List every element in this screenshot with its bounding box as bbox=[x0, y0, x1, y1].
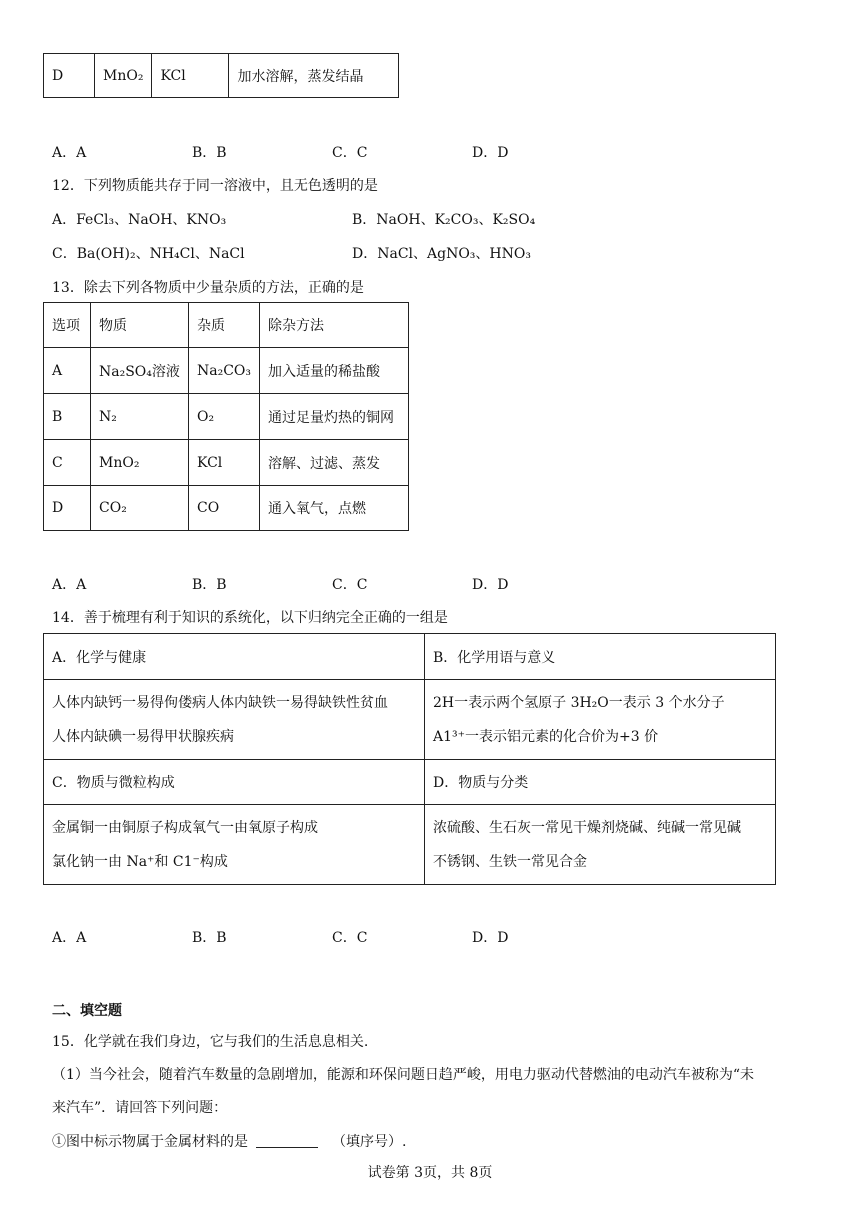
table-cell: 选项 bbox=[44, 303, 91, 348]
table-cell: N₂ bbox=[91, 394, 189, 440]
cell-line: 氯化钠一由 Na⁺和 C1⁻构成 bbox=[52, 853, 228, 870]
q15-stem: 15．化学就在我们身边，它与我们的生活息息相关. bbox=[52, 1034, 369, 1050]
option-b: B．B bbox=[192, 930, 227, 946]
q11-options bbox=[52, 142, 612, 162]
cell-line: 金属铜一由铜原子构成氧气一由氧原子构成 bbox=[52, 819, 318, 836]
q14-options bbox=[52, 927, 612, 947]
table-cell: Na₂CO₃ bbox=[189, 348, 260, 394]
table-cell: 通过足量灼热的铜网 bbox=[260, 394, 409, 440]
q14-table bbox=[43, 633, 776, 885]
page-footer: 试卷第 3页，共 8页 bbox=[367, 1165, 493, 1181]
table-cell-d-body bbox=[425, 805, 776, 885]
q15-sub1 bbox=[52, 1131, 406, 1151]
option-c: C．C bbox=[332, 577, 368, 593]
q11-table-tail bbox=[43, 53, 399, 98]
section-title: 二、填空题 bbox=[52, 1003, 122, 1019]
table-cell: MnO₂ bbox=[91, 440, 189, 486]
table-row bbox=[44, 440, 409, 486]
table-cell: 加入适量的稀盐酸 bbox=[260, 348, 409, 394]
option-d: D．D bbox=[472, 577, 509, 593]
table-cell: CO bbox=[189, 486, 260, 531]
table-cell-b-title: B．化学用语与意义 bbox=[425, 634, 776, 680]
table-row bbox=[44, 348, 409, 394]
table-row bbox=[44, 805, 776, 885]
option-d: D．D bbox=[472, 930, 509, 946]
table-cell: D bbox=[44, 486, 91, 531]
table-cell: C bbox=[44, 440, 91, 486]
table-header-row bbox=[44, 303, 409, 348]
option-a: A．A bbox=[52, 577, 87, 593]
option-c: C．C bbox=[332, 930, 368, 946]
q14-stem: 14．善于梳理有利于知识的系统化，以下归纳完全正确的一组是 bbox=[52, 610, 448, 626]
table-cell: 除杂方法 bbox=[260, 303, 409, 348]
table-cell: CO₂ bbox=[91, 486, 189, 531]
table-cell-d-title: D．物质与分类 bbox=[425, 760, 776, 805]
cell-line: 人体内缺钙一易得佝偻病人体内缺铁一易得缺铁性贫血 bbox=[52, 694, 388, 711]
q11-cell: MnO₂ bbox=[95, 54, 152, 98]
option-a: A．A bbox=[52, 145, 87, 161]
q12-stem: 12．下列物质能共存于同一溶液中，且无色透明的是 bbox=[52, 178, 378, 194]
cell-line: 人体内缺碘一易得甲状腺疾病 bbox=[52, 728, 234, 745]
table-cell-a-title: A．化学与健康 bbox=[44, 634, 425, 680]
q13-options bbox=[52, 574, 612, 594]
table-cell: 物质 bbox=[91, 303, 189, 348]
table-cell: Na₂SO₄溶液 bbox=[91, 348, 189, 394]
q13-table bbox=[43, 302, 409, 531]
table-cell-a-body bbox=[44, 680, 425, 760]
table-cell-c-title: C．物质与微粒构成 bbox=[44, 760, 425, 805]
option-b: B．B bbox=[192, 145, 227, 161]
q11-cell: KCl bbox=[152, 54, 229, 98]
table-cell: 杂质 bbox=[189, 303, 260, 348]
q12-option-c: C．Ba(OH)₂、NH₄Cl、NaCl bbox=[52, 246, 245, 262]
table-row bbox=[44, 486, 409, 531]
option-a: A．A bbox=[52, 930, 87, 946]
q12-option-a: A．FeCl₃、NaOH、KNO₃ bbox=[52, 212, 227, 228]
table-row bbox=[44, 760, 776, 805]
table-row bbox=[44, 394, 409, 440]
table-cell: O₂ bbox=[189, 394, 260, 440]
table-row bbox=[44, 634, 776, 680]
q12-option-d: D．NaCl、AgNO₃、HNO₃ bbox=[352, 246, 531, 262]
option-c: C．C bbox=[332, 145, 368, 161]
table-row bbox=[44, 680, 776, 760]
table-cell-c-body bbox=[44, 805, 425, 885]
q15-part1-line2: 来汽车”．请回答下列问题： bbox=[52, 1100, 228, 1116]
table-cell: KCl bbox=[189, 440, 260, 486]
table-cell: 通入氧气，点燃 bbox=[260, 486, 409, 531]
table-cell: 溶解、过滤、蒸发 bbox=[260, 440, 409, 486]
option-b: B．B bbox=[192, 577, 227, 593]
cell-line: A1³⁺一表示铝元素的化合价为+3 价 bbox=[433, 728, 659, 745]
answer-blank[interactable] bbox=[256, 1133, 318, 1148]
q13-stem: 13．除去下列各物质中少量杂质的方法，正确的是 bbox=[52, 280, 364, 296]
q15-sub1-suffix: （填序号）. bbox=[332, 1134, 407, 1150]
q15-part1-line1: （1）当今社会，随着汽车数量的急剧增加，能源和环保问题日趋严峻，用电力驱动代替燃油的电动汽车被称为“未 bbox=[52, 1067, 755, 1083]
option-d: D．D bbox=[472, 145, 509, 161]
q11-cell: 加水溶解，蒸发结晶 bbox=[229, 54, 399, 98]
q11-cell: D bbox=[44, 54, 95, 98]
cell-line: 不锈钢、生铁一常见合金 bbox=[433, 853, 587, 870]
table-cell: A bbox=[44, 348, 91, 394]
table-cell-b-body bbox=[425, 680, 776, 760]
q15-sub1-prefix: ①图中标示物属于金属材料的是 bbox=[52, 1134, 248, 1150]
cell-line: 2H一表示两个氢原子 3H₂O一表示 3 个水分子 bbox=[433, 694, 725, 711]
q12-option-b: B．NaOH、K₂CO₃、K₂SO₄ bbox=[352, 212, 536, 228]
table-cell: B bbox=[44, 394, 91, 440]
cell-line: 浓硫酸、生石灰一常见干燥剂烧碱、纯碱一常见碱 bbox=[433, 819, 741, 836]
